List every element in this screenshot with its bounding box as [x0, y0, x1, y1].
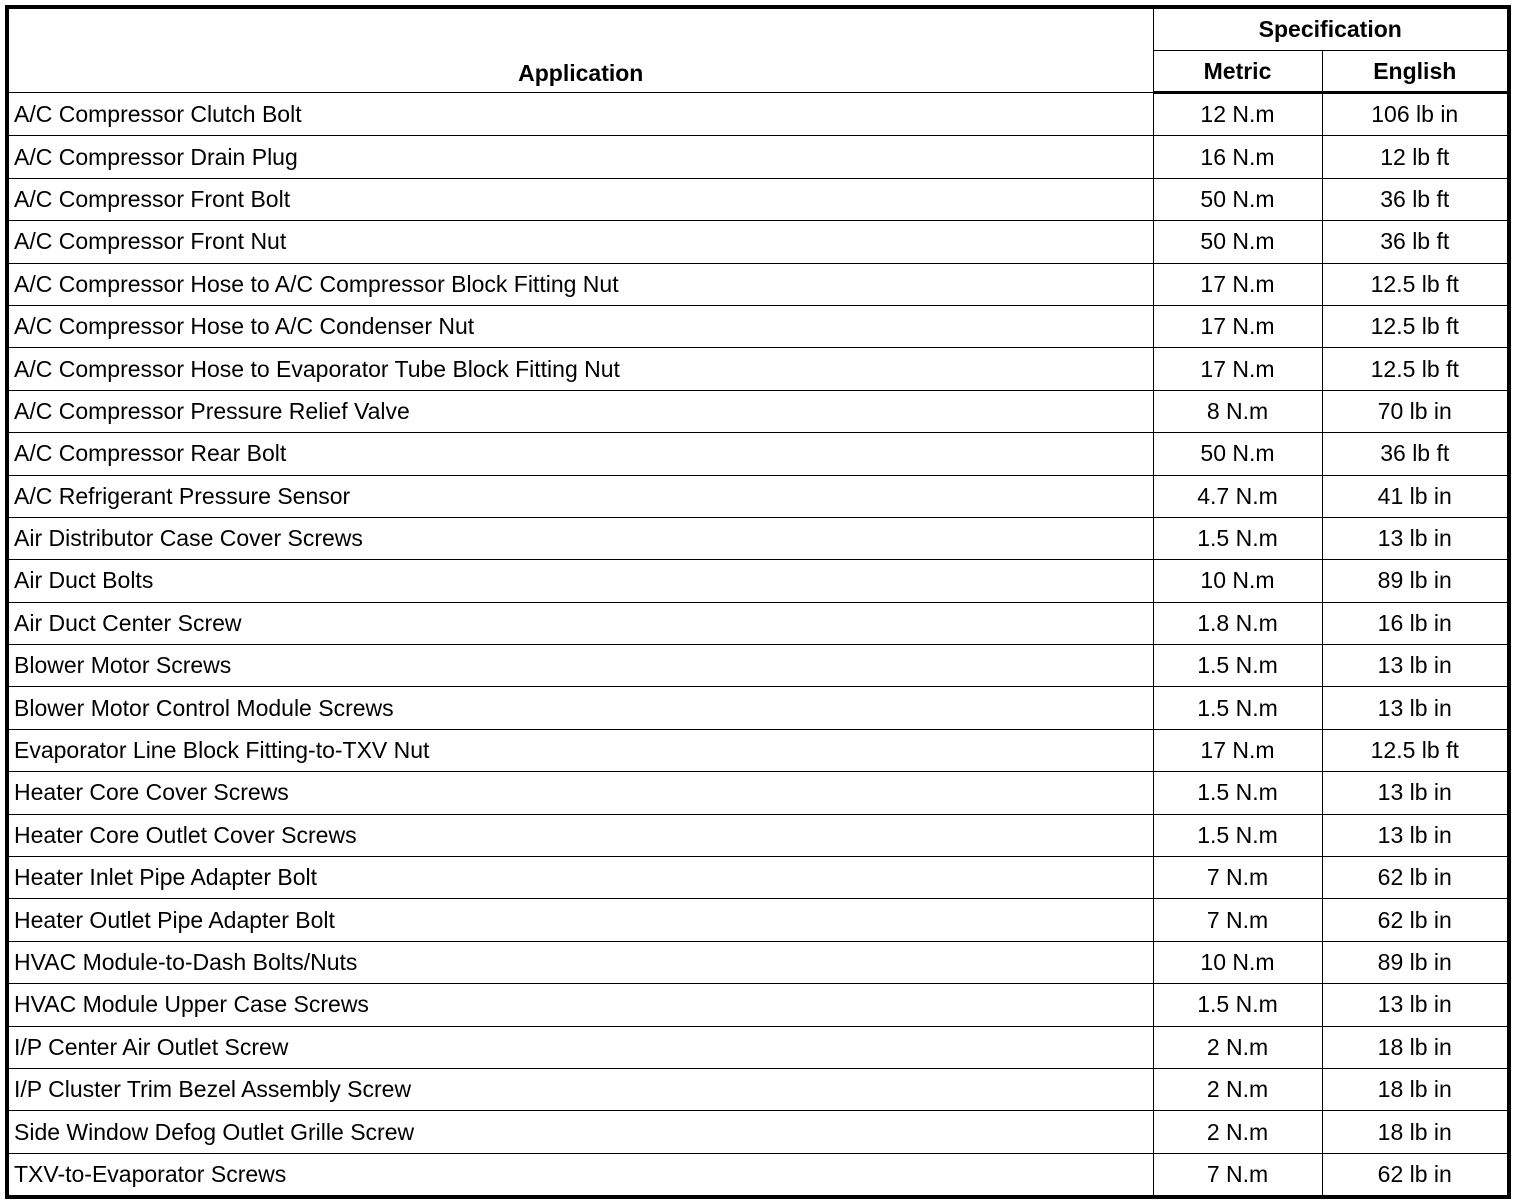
- metric-cell: 50 N.m: [1153, 178, 1322, 220]
- application-cell: A/C Compressor Hose to Evaporator Tube Block Fitting Nut: [7, 348, 1153, 390]
- table-row: [7, 560, 1509, 602]
- application-cell: A/C Compressor Front Nut: [7, 221, 1153, 263]
- table-row: [7, 772, 1509, 814]
- table-row: [7, 390, 1509, 432]
- metric-cell: 10 N.m: [1153, 941, 1322, 983]
- table-row: [7, 984, 1509, 1026]
- application-cell: Air Distributor Case Cover Screws: [7, 517, 1153, 559]
- table-row: [7, 93, 1509, 136]
- application-cell: HVAC Module-to-Dash Bolts/Nuts: [7, 941, 1153, 983]
- english-cell: 18 lb in: [1322, 1026, 1509, 1068]
- english-cell: 13 lb in: [1322, 687, 1509, 729]
- application-cell: I/P Center Air Outlet Screw: [7, 1026, 1153, 1068]
- application-cell: A/C Compressor Clutch Bolt: [7, 93, 1153, 136]
- english-cell: 12 lb ft: [1322, 136, 1509, 178]
- table-row: [7, 729, 1509, 771]
- table-row: [7, 602, 1509, 644]
- table-row: [7, 221, 1509, 263]
- metric-cell: 17 N.m: [1153, 305, 1322, 347]
- english-cell: 36 lb ft: [1322, 178, 1509, 220]
- english-cell: 106 lb in: [1322, 93, 1509, 136]
- english-column-header: English: [1322, 51, 1509, 93]
- table-row: [7, 305, 1509, 347]
- table-row: [7, 687, 1509, 729]
- english-cell: 62 lb in: [1322, 857, 1509, 899]
- application-cell: A/C Compressor Front Bolt: [7, 178, 1153, 220]
- application-cell: Air Duct Center Screw: [7, 602, 1153, 644]
- english-cell: 13 lb in: [1322, 984, 1509, 1026]
- application-cell: Heater Core Outlet Cover Screws: [7, 814, 1153, 856]
- english-cell: 62 lb in: [1322, 1153, 1509, 1197]
- english-cell: 13 lb in: [1322, 814, 1509, 856]
- english-cell: 62 lb in: [1322, 899, 1509, 941]
- table-row: [7, 857, 1509, 899]
- english-cell: 12.5 lb ft: [1322, 348, 1509, 390]
- header-row-top: [7, 7, 1509, 51]
- english-cell: 13 lb in: [1322, 517, 1509, 559]
- metric-cell: 1.8 N.m: [1153, 602, 1322, 644]
- metric-cell: 4.7 N.m: [1153, 475, 1322, 517]
- table-header: [7, 7, 1509, 93]
- application-cell: A/C Compressor Hose to A/C Compressor Block Fitting Nut: [7, 263, 1153, 305]
- application-cell: A/C Compressor Rear Bolt: [7, 433, 1153, 475]
- table-row: [7, 136, 1509, 178]
- metric-cell: 2 N.m: [1153, 1068, 1322, 1110]
- metric-column-header: Metric: [1153, 51, 1322, 93]
- table-row: [7, 1068, 1509, 1110]
- english-cell: 18 lb in: [1322, 1111, 1509, 1153]
- table-row: [7, 475, 1509, 517]
- metric-cell: 1.5 N.m: [1153, 687, 1322, 729]
- english-cell: 36 lb ft: [1322, 221, 1509, 263]
- application-cell: A/C Compressor Hose to A/C Condenser Nut: [7, 305, 1153, 347]
- english-cell: 16 lb in: [1322, 602, 1509, 644]
- english-cell: 89 lb in: [1322, 941, 1509, 983]
- metric-cell: 8 N.m: [1153, 390, 1322, 432]
- table-row: [7, 517, 1509, 559]
- metric-cell: 2 N.m: [1153, 1111, 1322, 1153]
- application-cell: A/C Refrigerant Pressure Sensor: [7, 475, 1153, 517]
- table-row: [7, 1111, 1509, 1153]
- metric-cell: 17 N.m: [1153, 729, 1322, 771]
- metric-cell: 1.5 N.m: [1153, 984, 1322, 1026]
- english-cell: 36 lb ft: [1322, 433, 1509, 475]
- table-row: [7, 348, 1509, 390]
- english-cell: 13 lb in: [1322, 772, 1509, 814]
- application-cell: Heater Core Cover Screws: [7, 772, 1153, 814]
- metric-cell: 1.5 N.m: [1153, 517, 1322, 559]
- english-cell: 18 lb in: [1322, 1068, 1509, 1110]
- english-cell: 12.5 lb ft: [1322, 263, 1509, 305]
- english-cell: 41 lb in: [1322, 475, 1509, 517]
- metric-cell: 1.5 N.m: [1153, 772, 1322, 814]
- metric-cell: 7 N.m: [1153, 857, 1322, 899]
- table-row: [7, 645, 1509, 687]
- application-cell: Evaporator Line Block Fitting-to-TXV Nut: [7, 729, 1153, 771]
- table-row: [7, 814, 1509, 856]
- english-cell: 13 lb in: [1322, 645, 1509, 687]
- application-cell: Heater Inlet Pipe Adapter Bolt: [7, 857, 1153, 899]
- english-cell: 70 lb in: [1322, 390, 1509, 432]
- metric-cell: 50 N.m: [1153, 221, 1322, 263]
- english-cell: 89 lb in: [1322, 560, 1509, 602]
- metric-cell: 1.5 N.m: [1153, 814, 1322, 856]
- metric-cell: 1.5 N.m: [1153, 645, 1322, 687]
- table-row: [7, 433, 1509, 475]
- fastener-spec-table: [5, 5, 1511, 1199]
- application-cell: I/P Cluster Trim Bezel Assembly Screw: [7, 1068, 1153, 1110]
- table-row: [7, 1026, 1509, 1068]
- application-cell: Blower Motor Screws: [7, 645, 1153, 687]
- metric-cell: 50 N.m: [1153, 433, 1322, 475]
- table-row: [7, 941, 1509, 983]
- table-row: [7, 178, 1509, 220]
- application-cell: Blower Motor Control Module Screws: [7, 687, 1153, 729]
- english-cell: 12.5 lb ft: [1322, 729, 1509, 771]
- application-cell: Side Window Defog Outlet Grille Screw: [7, 1111, 1153, 1153]
- table-row: [7, 899, 1509, 941]
- metric-cell: 10 N.m: [1153, 560, 1322, 602]
- application-cell: TXV-to-Evaporator Screws: [7, 1153, 1153, 1197]
- table-body: [7, 93, 1509, 1198]
- application-cell: Heater Outlet Pipe Adapter Bolt: [7, 899, 1153, 941]
- application-cell: HVAC Module Upper Case Screws: [7, 984, 1153, 1026]
- application-cell: A/C Compressor Drain Plug: [7, 136, 1153, 178]
- metric-cell: 7 N.m: [1153, 899, 1322, 941]
- metric-cell: 16 N.m: [1153, 136, 1322, 178]
- application-cell: Air Duct Bolts: [7, 560, 1153, 602]
- specification-column-header: Specification: [1153, 7, 1509, 51]
- application-cell: A/C Compressor Pressure Relief Valve: [7, 390, 1153, 432]
- english-cell: 12.5 lb ft: [1322, 305, 1509, 347]
- metric-cell: 12 N.m: [1153, 93, 1322, 136]
- metric-cell: 2 N.m: [1153, 1026, 1322, 1068]
- application-column-header: Application: [7, 7, 1153, 93]
- table-row: [7, 263, 1509, 305]
- metric-cell: 17 N.m: [1153, 348, 1322, 390]
- table-row: [7, 1153, 1509, 1197]
- metric-cell: 17 N.m: [1153, 263, 1322, 305]
- metric-cell: 7 N.m: [1153, 1153, 1322, 1197]
